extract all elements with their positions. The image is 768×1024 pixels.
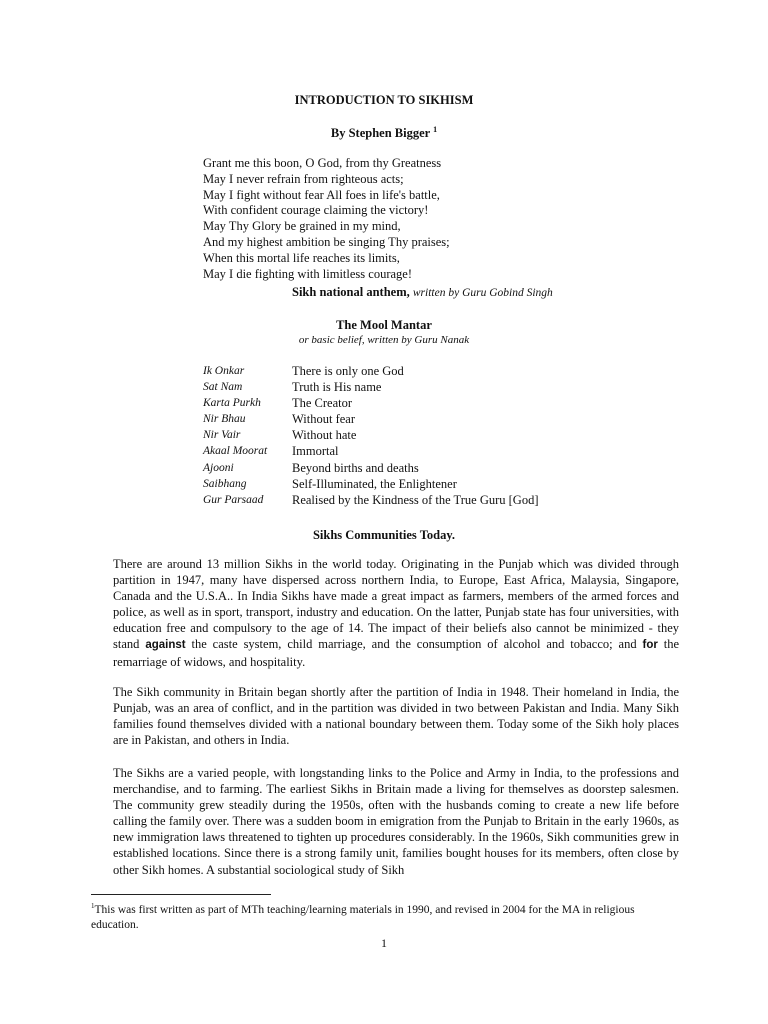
mantra-meaning: Truth is His name xyxy=(292,380,382,395)
mantra-meaning: The Creator xyxy=(292,396,353,411)
mantra-meaning: Immortal xyxy=(292,444,339,459)
footnote-reference[interactable]: 1 xyxy=(433,125,438,134)
mantra-row xyxy=(203,460,539,476)
paragraph-varied-people: The Sikhs are a varied people, with longstanding links to the Police and Army in India, to the professions and merchandise, and to farming. The earliest Sikhs in Britain made a living for themselves as doorstep salesmen. The community grew steadily during the 1950s, often with the husbands coming to create a new life before calling the family over. There was a sudden boom in emigration from the Punjab to Britain in the early 1960s, as new immigration laws threatened to tighten up procedures considerably. In the 1960s, Sikh communities grew in established locations. Since there is a strong family unit, families bought houses for its members, often close by other Sikh homes. A substantial sociological study of Sikh xyxy=(113,766,679,877)
mantra-term: Karta Purkh xyxy=(203,397,261,410)
mantra-row xyxy=(203,395,539,411)
emphasis-against: against xyxy=(145,639,186,652)
document-title: INTRODUCTION TO SIKHISM xyxy=(294,93,474,107)
mantra-term: Nir Vair xyxy=(203,429,241,442)
footnote-mark: 1 xyxy=(91,902,95,910)
poem-line: When this mortal life reaches its limits, xyxy=(203,250,400,265)
mantra-term: Akaal Moorat xyxy=(203,445,268,458)
mantra-meaning: Self-Illuminated, the Enlightener xyxy=(292,476,457,491)
mantra-meaning: There is only one God xyxy=(292,364,404,378)
poem-line: May I die fighting with limitless courage! xyxy=(203,266,412,281)
mool-mantar-table xyxy=(203,363,539,508)
poem-line: And my highest ambition be singing Thy praises; xyxy=(203,234,450,249)
poem xyxy=(203,156,450,282)
paragraph-britain: The Sikh community in Britain began shortly after the partition of India in 1948. Their homeland in India, the Punjab, was an area of conflict, and in the partition was divided in two between Pakistan and India. Many Sikh families found themselves divided with a national boundary between them. Today some of the Sikh holy places are in Pakistan, and others in India. xyxy=(113,685,679,748)
mantra-term: Gur Parsaad xyxy=(203,493,264,506)
paragraph-text: the remarriage of widows, and hospitality. xyxy=(113,637,680,669)
footnote xyxy=(91,899,671,933)
poem-line: With confident courage claiming the victory! xyxy=(203,203,429,218)
mantra-row xyxy=(203,492,539,508)
poem-line: May Thy Glory be grained in my mind, xyxy=(203,219,401,234)
paragraph-communities xyxy=(113,556,679,670)
mantra-meaning: Realised by the Kindness of the True Guru [God] xyxy=(292,492,539,507)
mantra-term: Ajooni xyxy=(203,461,234,474)
mantra-meaning: Without hate xyxy=(292,428,357,443)
mantra-row xyxy=(203,427,539,443)
emphasis-for: for xyxy=(642,639,658,652)
footnote-text: This was first written as part of MTh teaching/learning materials in 1990, and revised in 2004 for the MA in religious education. xyxy=(91,903,635,931)
author-name: By Stephen Bigger xyxy=(330,126,430,141)
paragraph-text: There are around 13 million Sikhs in the world today. Originating in the Punjab which was divided through partition in 1947, many have dispersed across northern India, to Europe, East Africa, Malaysia, Singapore, Canada and the U.S.A.. In India Sikhs have made a great impact as farmers, members of the armed forces and police, as well as in sport, transport, industry and education. On the latter, Punjab state has four universities, with education free and compulsory to the age of 14. The impact of their beliefs also cannot be minimized - they stand xyxy=(113,557,679,652)
mantra-term: Saibhang xyxy=(203,477,247,490)
poem-line: Grant me this boon, O God, from thy Greatness xyxy=(203,156,442,170)
anthem-author: written by Guru Gobind Singh xyxy=(412,287,553,299)
footnote-divider xyxy=(91,894,271,895)
mantra-term: Sat Nam xyxy=(203,381,243,394)
mool-mantar-heading: The Mool Mantar xyxy=(336,318,432,332)
poem-line: May I never refrain from righteous acts; xyxy=(203,171,404,186)
poem-line: May I fight without fear All foes in life's battle, xyxy=(203,187,440,202)
mantra-term: Ik Onkar xyxy=(203,365,245,377)
mantra-row xyxy=(203,411,539,427)
page-number: 1 xyxy=(381,936,387,950)
mantra-row xyxy=(203,443,539,459)
anthem-label: Sikh national anthem, xyxy=(292,285,410,299)
mantra-meaning: Without fear xyxy=(292,412,356,427)
mool-mantar-subheading: or basic belief, written by Guru Nanak xyxy=(298,334,470,346)
mantra-meaning: Beyond births and deaths xyxy=(292,460,419,475)
mantra-row xyxy=(203,476,539,492)
mantra-row xyxy=(203,379,539,395)
mantra-row xyxy=(203,363,539,379)
section-heading: Sikhs Communities Today. xyxy=(312,528,456,542)
author-byline xyxy=(0,125,768,141)
poem-attribution xyxy=(292,285,553,300)
mantra-term: Nir Bhau xyxy=(203,413,246,426)
paragraph-text: the caste system, child marriage, and the consumption of alcohol and tobacco; and xyxy=(191,637,637,652)
